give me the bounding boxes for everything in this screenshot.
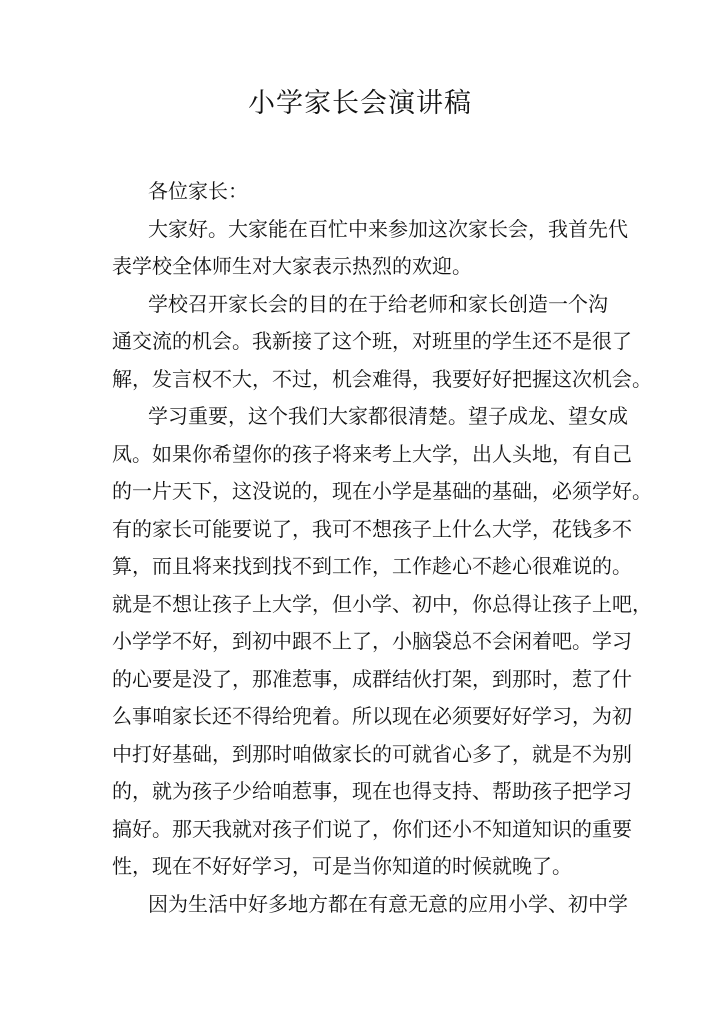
text-line: 因为生活中好多地方都在有意无意的应用小学、初中学 xyxy=(148,891,628,916)
text-line: 各位家长： xyxy=(148,179,248,203)
text-line: 算，而且将来找到找不到工作，工作趁心不趁心很难说的。 xyxy=(112,554,632,578)
text-line: 么事咱家长还不得给兜着。所以现在必须要好好学习，为初 xyxy=(112,704,632,728)
text-line: 表学校全体师生对大家表示热烈的欢迎。 xyxy=(112,254,472,278)
text-line: 通交流的机会。我新接了这个班，对班里的学生还不是很了 xyxy=(112,329,632,353)
text-line: 学校召开家长会的目的在于给老师和家长创造一个沟 xyxy=(148,291,608,316)
text-line: 中打好基础，到那时咱做家长的可就省心多了，就是不为别 xyxy=(112,741,632,766)
text-line: 大家好。大家能在百忙中来参加这次家长会，我首先代 xyxy=(148,216,628,241)
text-line: 解，发言权不大，不过，机会难得，我要好好把握这次机会。 xyxy=(112,366,652,391)
document-title: 小学家长会演讲稿 xyxy=(248,88,472,119)
text-line: 学习重要，这个我们大家都很清楚。望子成龙、望女成 xyxy=(148,404,628,428)
text-line: 搞好。那天我就对孩子们说了，你们还小不知道知识的重要 xyxy=(112,816,632,841)
text-line: 性，现在不好好学习，可是当你知道的时候就晚了。 xyxy=(112,854,572,878)
text-line: 小学学不好，到初中跟不上了，小脑袋总不会闲着吧。学习 xyxy=(112,629,632,653)
text-line: 有的家长可能要说了，我可不想孩子上什么大学，花钱多不 xyxy=(112,516,632,541)
text-line: 凤。如果你希望你的孩子将来考上大学，出人头地，有自己 xyxy=(112,441,632,466)
text-line: 的，就为孩子少给咱惹事，现在也得支持、帮助孩子把学习 xyxy=(112,779,632,803)
text-line: 的心要是没了，那准惹事，成群结伙打架，到那时，惹了什 xyxy=(112,666,632,691)
text-line: 就是不想让孩子上大学，但小学、初中，你总得让孩子上吧， xyxy=(112,591,652,616)
document-body xyxy=(112,173,652,923)
text-line: 的一片天下，这没说的，现在小学是基础的基础，必须学好。 xyxy=(112,479,652,503)
